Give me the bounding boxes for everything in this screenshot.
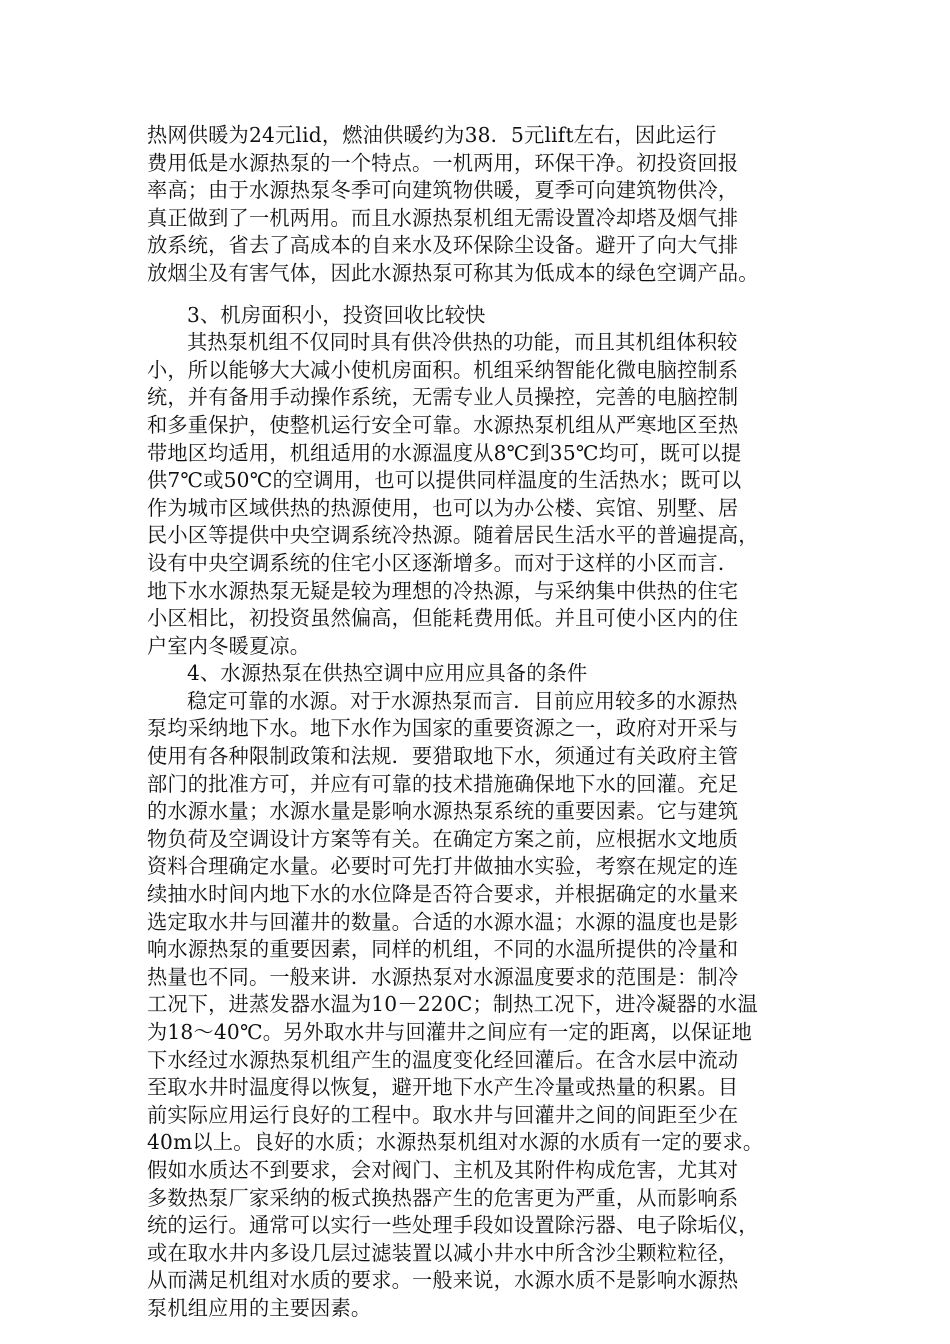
text-line: 和多重保护，使整机运行安全可靠。水源热泵机组从严寒地区至热: [147, 412, 739, 437]
text-line: 泵均采纳地下水。地下水作为国家的重要资源之一，政府对开采与: [147, 716, 739, 741]
text-line: 放烟尘及有害气体，因此水源热泵可称其为低成本的绿色空调产品。: [147, 260, 759, 285]
text-line: 供7℃或50℃的空调用，也可以提供同样温度的生活热水；既可以: [147, 468, 742, 493]
text-line: 工况下，进蒸发器水温为10－220C；制热工况下，进冷凝器的水温: [147, 992, 758, 1017]
text-line: 真正做到了一机两用。而且水源热泵机组无需设置冷却塔及烟气排: [147, 205, 739, 230]
paragraph-1: [147, 122, 807, 288]
text-line: 物负荷及空调设计方案等有关。在确定方案之前，应根据水文地质: [147, 826, 739, 851]
document-body: [147, 122, 807, 1323]
text-line: 带地区均适用，机组适用的水源温度从8℃到35℃均可，既可以提: [147, 440, 742, 465]
text-line: 至取水井时温度得以恢复，避开地下水产生冷量或热量的积累。目: [147, 1075, 739, 1100]
text-line: 统的运行。通常可以实行一些处理手段如设置除污器、电子除垢仪，: [147, 1213, 759, 1238]
text-line: 率高；由于水源热泵冬季可向建筑物供暖，夏季可向建筑物供冷，: [147, 178, 739, 203]
text-line: 前实际应用运行良好的工程中。取水井与回灌井之间的间距至少在: [147, 1102, 739, 1127]
text-line: 小区相比，初投资虽然偏高，但能耗费用低。并且可使小区内的住: [147, 606, 739, 631]
text-line: 多数热泵厂家采纳的板式换热器产生的危害更为严重，从而影响系: [147, 1185, 739, 1210]
text-line: 热网供暖为24元lid，燃油供暖约为38．5元lift左右，因此运行: [147, 123, 717, 147]
text-line: 使用有各种限制政策和法规．要猎取地下水，须通过有关政府主管: [147, 744, 739, 769]
text-line: 40m以上。良好的水质；水源热泵机组对水源的水质有一定的要求。: [147, 1130, 764, 1155]
text-line: 选定取水井与回灌井的数量。合适的水源水温；水源的温度也是影: [147, 909, 739, 934]
text-line: 户室内冬暖夏凉。: [147, 633, 311, 658]
text-line: 统，并有备用手动操作系统，无需专业人员操控，完善的电脑控制: [147, 385, 739, 410]
text-line: 放系统，省去了高成本的自来水及环保除尘设备。避开了向大气排: [147, 233, 739, 258]
text-line: 费用低是水源热泵的一个特点。一机两用，环保干净。初投资回报: [147, 150, 739, 175]
text-line: 设有中央空调系统的住宅小区逐渐增多。而对于这样的小区而言．: [147, 550, 739, 575]
text-line: 泵机组应用的主要因素。: [147, 1295, 372, 1320]
text-line: 从而满足机组对水质的要求。一般来说，水源水质不是影响水源热: [147, 1268, 739, 1293]
paragraph-3: [147, 688, 807, 1323]
section-heading-4: 4、水源热泵在供热空调中应用应具备的条件: [187, 661, 588, 686]
text-line: 其热泵机组不仅同时具有供冷供热的功能，而且其机组体积较: [187, 330, 738, 355]
text-line: 续抽水时间内地下水的水位降是否符合要求，并根据确定的水量来: [147, 882, 739, 907]
paragraph-gap: [147, 288, 807, 302]
text-line: 响水源热泵的重要因素，同样的机组，不同的水温所提供的冷量和: [147, 937, 739, 962]
text-line: 或在取水井内多设几层过滤装置以减小井水中所含沙尘颗粒粒径，: [147, 1240, 739, 1265]
text-line: 稳定可靠的水源。对于水源热泵而言．目前应用较多的水源热: [187, 688, 738, 713]
text-line: 小，所以能够大大减小使机房面积。机组采纳智能化微电脑控制系: [147, 357, 739, 382]
text-line: 假如水质达不到要求，会对阀门、主机及其附件构成危害，尤其对: [147, 1157, 739, 1182]
text-line: 民小区等提供中央空调系统冷热源。随着居民生活水平的普遍提高，: [147, 523, 759, 548]
text-line: 作为城市区域供热的热源使用，也可以为办公楼、宾馆、别墅、居: [147, 495, 739, 520]
text-line: 为18～40℃。另外取水井与回灌井之间应有一定的距离，以保证地: [147, 1020, 753, 1044]
text-line: 地下水水源热泵无疑是较为理想的冷热源，与采纳集中供热的住宅: [147, 578, 739, 603]
text-line: 下水经过水源热泵机组产生的温度变化经回灌后。在含水层中流动: [147, 1047, 739, 1072]
text-line: 部门的批准方可，并应有可靠的技术措施确保地下水的回灌。充足: [147, 771, 739, 796]
text-line: 的水源水量；水源水量是影响水源热泵系统的重要因素。它与建筑: [147, 799, 739, 824]
section-heading-3: 3、机房面积小，投资回收比较快: [187, 302, 486, 327]
paragraph-2: [147, 329, 807, 660]
text-line: 热量也不同。一般来讲．水源热泵对水源温度要求的范围是：制冷: [147, 964, 739, 989]
text-line: 资料合理确定水量。必要时可先打井做抽水实验，考察在规定的连: [147, 854, 739, 879]
